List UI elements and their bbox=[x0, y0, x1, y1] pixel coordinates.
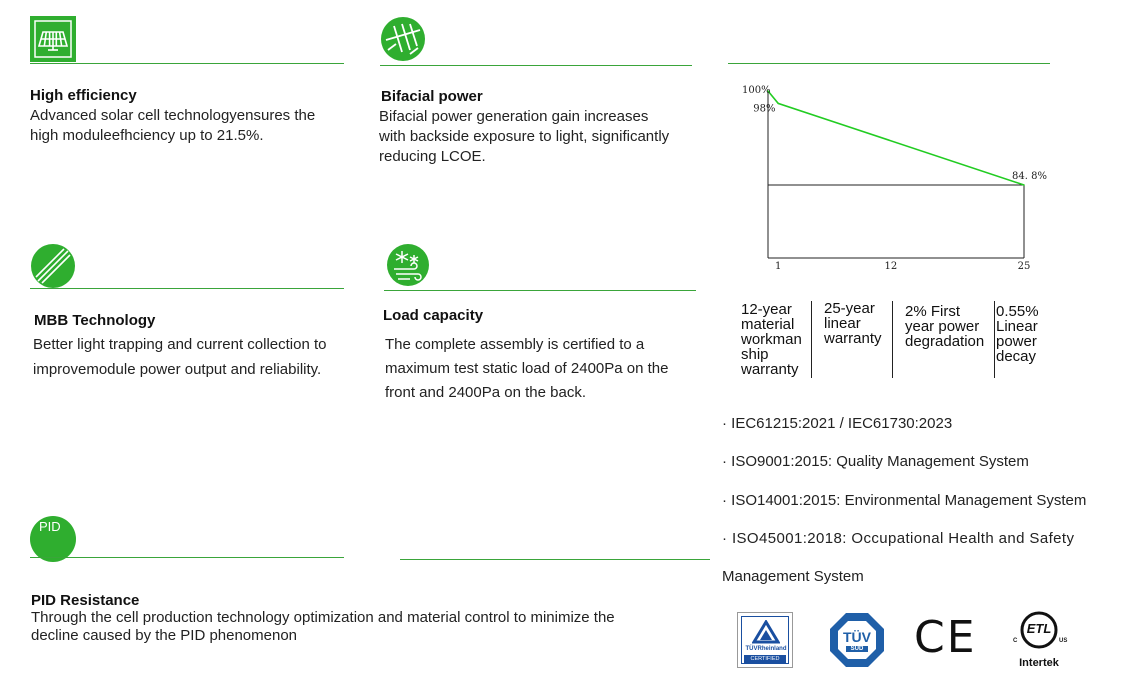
cert-line-iec: · IEC61215:2021 / IEC61730:2023 bbox=[722, 415, 953, 432]
power-degradation-chart bbox=[720, 78, 1060, 278]
pid-icon-label: PID bbox=[39, 519, 61, 534]
chart-frame bbox=[768, 91, 1024, 258]
tuv-rheinland-logo bbox=[737, 612, 793, 668]
divider bbox=[728, 63, 1050, 64]
warranty-item-workmanship: 12-year material workman ship warranty bbox=[741, 301, 802, 378]
etl-mark: ETL bbox=[1026, 621, 1052, 636]
tuv-sud-sub: SÜD bbox=[846, 646, 868, 652]
tuv-sud-logo bbox=[829, 612, 885, 668]
mbb-cell-icon bbox=[30, 243, 76, 289]
warranty-item-first-year: 2% First year power degradation bbox=[905, 303, 985, 350]
tuv-rheinland-certified: CERTIFIED bbox=[744, 655, 786, 663]
warranty-separator bbox=[994, 301, 995, 378]
feature-title-high-efficiency: High efficiency bbox=[30, 87, 137, 104]
intertek-brand: Intertek bbox=[1019, 657, 1059, 669]
snow-wind-load-icon bbox=[386, 243, 430, 287]
x-tick-label: 12 bbox=[884, 261, 898, 272]
feature-text-mbb: Better light trapping and current collection to improvemodule power output and reliability. bbox=[33, 336, 327, 378]
divider bbox=[30, 63, 344, 64]
cert-line-iso45001-cont: Management System bbox=[722, 568, 864, 585]
ce-mark-logo: CE bbox=[914, 612, 977, 663]
etl-us: US bbox=[1059, 638, 1068, 644]
divider bbox=[30, 288, 344, 289]
chart-series bbox=[767, 90, 1025, 186]
tuv-rheinland-brand: TÜVRheinland bbox=[745, 646, 787, 652]
cert-line-iso9001: · ISO9001:2015: Quality Management System bbox=[722, 453, 1029, 470]
pid-icon bbox=[30, 516, 76, 562]
bifacial-panel-icon bbox=[380, 16, 426, 62]
cert-line-iso45001: · ISO45001:2018: Occupational Health and Safety bbox=[722, 530, 1075, 547]
x-tick-label: 1 bbox=[775, 261, 782, 272]
divider bbox=[380, 65, 692, 66]
feature-title-pid: PID Resistance bbox=[31, 592, 140, 609]
point-label: 84. 8% bbox=[1012, 171, 1047, 182]
feature-text-bifacial: Bifacial power generation gain increases with backside exposure to light, significantly reducing LCOE. bbox=[379, 108, 670, 165]
data-point bbox=[777, 103, 779, 105]
divider bbox=[384, 290, 696, 291]
tuv-triangle-icon bbox=[752, 620, 780, 644]
feature-title-bifacial: Bifacial power bbox=[381, 88, 483, 105]
point-label: 98% bbox=[753, 103, 776, 115]
feature-text-load: The complete assembly is certified to a maximum test static load of 2400Pa on the front and 2400Pa on the back. bbox=[385, 336, 669, 401]
feature-title-mbb: MBB Technology bbox=[34, 312, 156, 329]
etl-c: C bbox=[1013, 638, 1018, 644]
solar-panel-icon bbox=[30, 16, 76, 62]
divider bbox=[30, 557, 344, 558]
cert-line-iso14001: · ISO14001:2015: Environmental Management System bbox=[722, 492, 1087, 509]
warranty-separator bbox=[811, 301, 812, 378]
divider bbox=[400, 559, 710, 560]
feature-title-load: Load capacity bbox=[383, 307, 484, 324]
point-label: 100% bbox=[742, 85, 771, 96]
warranty-item-linear-decay: 0.55% Linear power decay bbox=[996, 303, 1039, 365]
warranty-separator bbox=[892, 301, 893, 378]
data-point bbox=[1023, 184, 1025, 186]
etl-intertek-logo bbox=[1008, 608, 1070, 670]
feature-text-pid: Through the cell production technology optimization and material control to minimize the decline caused by the PID phenomenon bbox=[31, 609, 615, 644]
chart-labels bbox=[742, 85, 1047, 272]
x-tick-label: 25 bbox=[1017, 261, 1031, 272]
series-line bbox=[768, 91, 1024, 185]
feature-text-high-efficiency: Advanced solar cell technologyensures the high moduleefhciency up to 21.5%. bbox=[30, 107, 316, 144]
warranty-item-linear: 25-year linear warranty bbox=[824, 300, 882, 347]
tuv-sud-brand: TÜV bbox=[843, 629, 871, 645]
